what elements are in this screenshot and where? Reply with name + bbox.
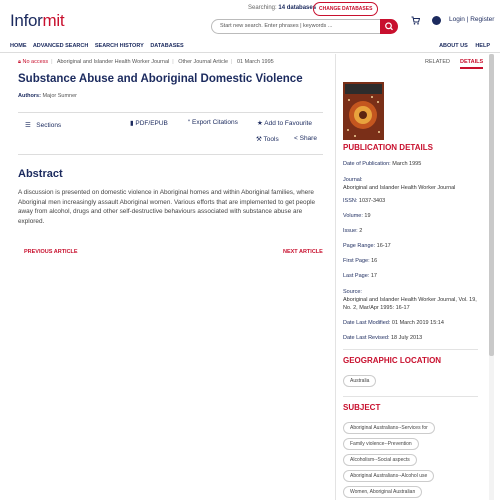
last-modified-field [343,319,478,327]
user-icon[interactable] [432,16,441,25]
abstract-text: A discussion is presented on domestic violence in Aboriginal homes and within Aboriginal families, where Aboriginal men increasingly assault Aboriginal women. Various efforts that are implemented to get people away from alcohol, drugs and other self-destructive behaviours associated with substance abuse are explored. [18,189,316,225]
secondary-nav [433,43,490,49]
date-of-publication [343,160,478,168]
last-revised-field [343,334,478,342]
article-date: 01 March 1995 [237,59,274,65]
journal-field [343,176,478,192]
issn-field [343,197,478,205]
divider [18,154,323,155]
field-value: 16-17 [376,243,391,249]
field-value: 1037-3403 [358,198,386,204]
tab-details[interactable]: DETAILS [460,59,483,69]
subject-tag[interactable]: Alcoholism--Social aspects [343,454,417,466]
favourite-label: Add to Favourite [264,120,312,127]
quote-icon: “ [188,119,191,126]
field-value: Aboriginal and Islander Health Worker Journal, Vol. 19, No. 2, Mar/Apr 1995: 16-17 [343,297,477,311]
subject-heading: SUBJECT [343,403,381,412]
article-type: Other Journal Article [178,59,229,65]
field-value[interactable]: Aboriginal and Islander Health Worker Journal [343,185,456,191]
geo-tag[interactable]: Australia [343,375,376,387]
add-to-favourite-button[interactable] [257,119,312,127]
article-title: Substance Abuse and Aboriginal Domestic Violence [18,73,303,85]
breadcrumb: 🔒︎ No access | Aboriginal and Islander Health Worker Journal | Other Journal Article | 01 March 1995 [18,59,274,65]
authors-label: Authors: [18,93,41,99]
field-label: ISSN: [343,198,358,204]
field-label: Source: [343,289,362,295]
document-icon: ▮ [130,120,134,127]
panel-scrollbar-thumb[interactable] [489,54,494,356]
star-icon: ★ [257,120,263,127]
field-value: 18 July 2013 [391,335,423,341]
abstract-heading: Abstract [18,168,63,180]
nav-home[interactable]: HOME [10,43,27,49]
logo-text: Infor [10,11,43,30]
tools-label: Tools [263,136,279,143]
searching-label: Searching: [248,5,277,11]
nav-about-us[interactable]: ABOUT US [439,43,468,49]
nav-help[interactable]: HELP [475,43,490,49]
change-databases-button[interactable]: CHANGE DATABASES [313,2,378,16]
wrench-icon: ⚒ [256,136,262,143]
searching-info [248,5,316,11]
main-nav [10,43,189,49]
logo-text-accent: mit [42,11,65,30]
source-field [343,288,478,312]
search-icon [380,19,398,34]
share-icon: < [294,135,298,142]
last-page-field [343,272,478,280]
journal-link[interactable]: Aboriginal and Islander Health Worker Journal [56,59,170,65]
field-label: Journal: [343,177,363,183]
next-article-link[interactable]: NEXT ARTICLE [283,249,323,255]
field-value: March 1995 [392,161,422,167]
geographic-location-heading: GEOGRAPHIC LOCATION [343,356,442,365]
nav-search-history[interactable]: SEARCH HISTORY [94,43,144,49]
issue-field [343,227,478,235]
informit-logo[interactable] [10,11,64,31]
pdf-epub-button[interactable] [130,119,168,127]
field-label: Volume: [343,213,363,219]
authors [18,93,77,99]
divider [343,396,478,397]
cite-label: Export Citations [191,119,238,126]
nav-divider [0,52,500,53]
author-link[interactable]: Major Sumner [42,93,77,99]
sections-label: Sections [36,122,62,129]
previous-article-link[interactable]: PREVIOUS ARTICLE [24,249,78,255]
publication-details-heading: PUBLICATION DETAILS [343,143,433,152]
lock-icon: 🔒︎ [18,59,21,65]
subject-tag[interactable]: Family violence--Prevention [343,438,419,450]
divider [343,349,478,350]
field-value: 2 [359,228,363,234]
page-range-field [343,242,478,250]
field-label: Issue: [343,228,358,234]
field-label: Last Page: [343,273,370,279]
field-label: Date of Publication: [343,161,391,167]
field-label: First Page: [343,258,370,264]
volume-field [343,212,478,220]
share-button[interactable] [294,135,317,142]
field-value: 19 [364,213,371,219]
access-status: No access [22,59,49,65]
export-citations-button[interactable] [188,119,238,126]
field-value: 01 March 2019 15:14 [391,320,444,326]
field-label: Date Last Revised: [343,335,390,341]
tools-button[interactable] [256,135,279,143]
login-register-link[interactable]: Login | Register [449,16,495,23]
search-button[interactable] [380,19,398,34]
sections-button[interactable] [25,121,61,129]
tab-related[interactable]: RELATED [425,59,450,65]
subject-tag[interactable]: Aboriginal Australians--Alcohol use [343,470,434,482]
nav-advanced-search[interactable]: ADVANCED SEARCH [32,43,89,49]
subject-tag[interactable]: Aboriginal Australians--Services for [343,422,435,434]
first-page-field [343,257,478,265]
field-label: Date Last Modified: [343,320,391,326]
field-value: 17 [370,273,377,279]
nav-databases[interactable]: DATABASES [150,43,184,49]
search-input[interactable]: Start new search. Enter phrases | keywords ... [211,19,381,34]
menu-icon: ☰ [25,122,31,129]
journal-cover-image [343,82,384,140]
field-value: 16 [371,258,378,264]
divider [18,112,323,113]
pdf-label: PDF/EPUB [135,120,168,127]
database-count[interactable]: 14 databases [278,5,317,11]
cart-icon[interactable] [411,16,420,27]
share-label: Share [299,135,317,142]
field-label: Page Range: [343,243,376,249]
subject-tag[interactable]: Women, Aboriginal Australian [343,486,422,498]
